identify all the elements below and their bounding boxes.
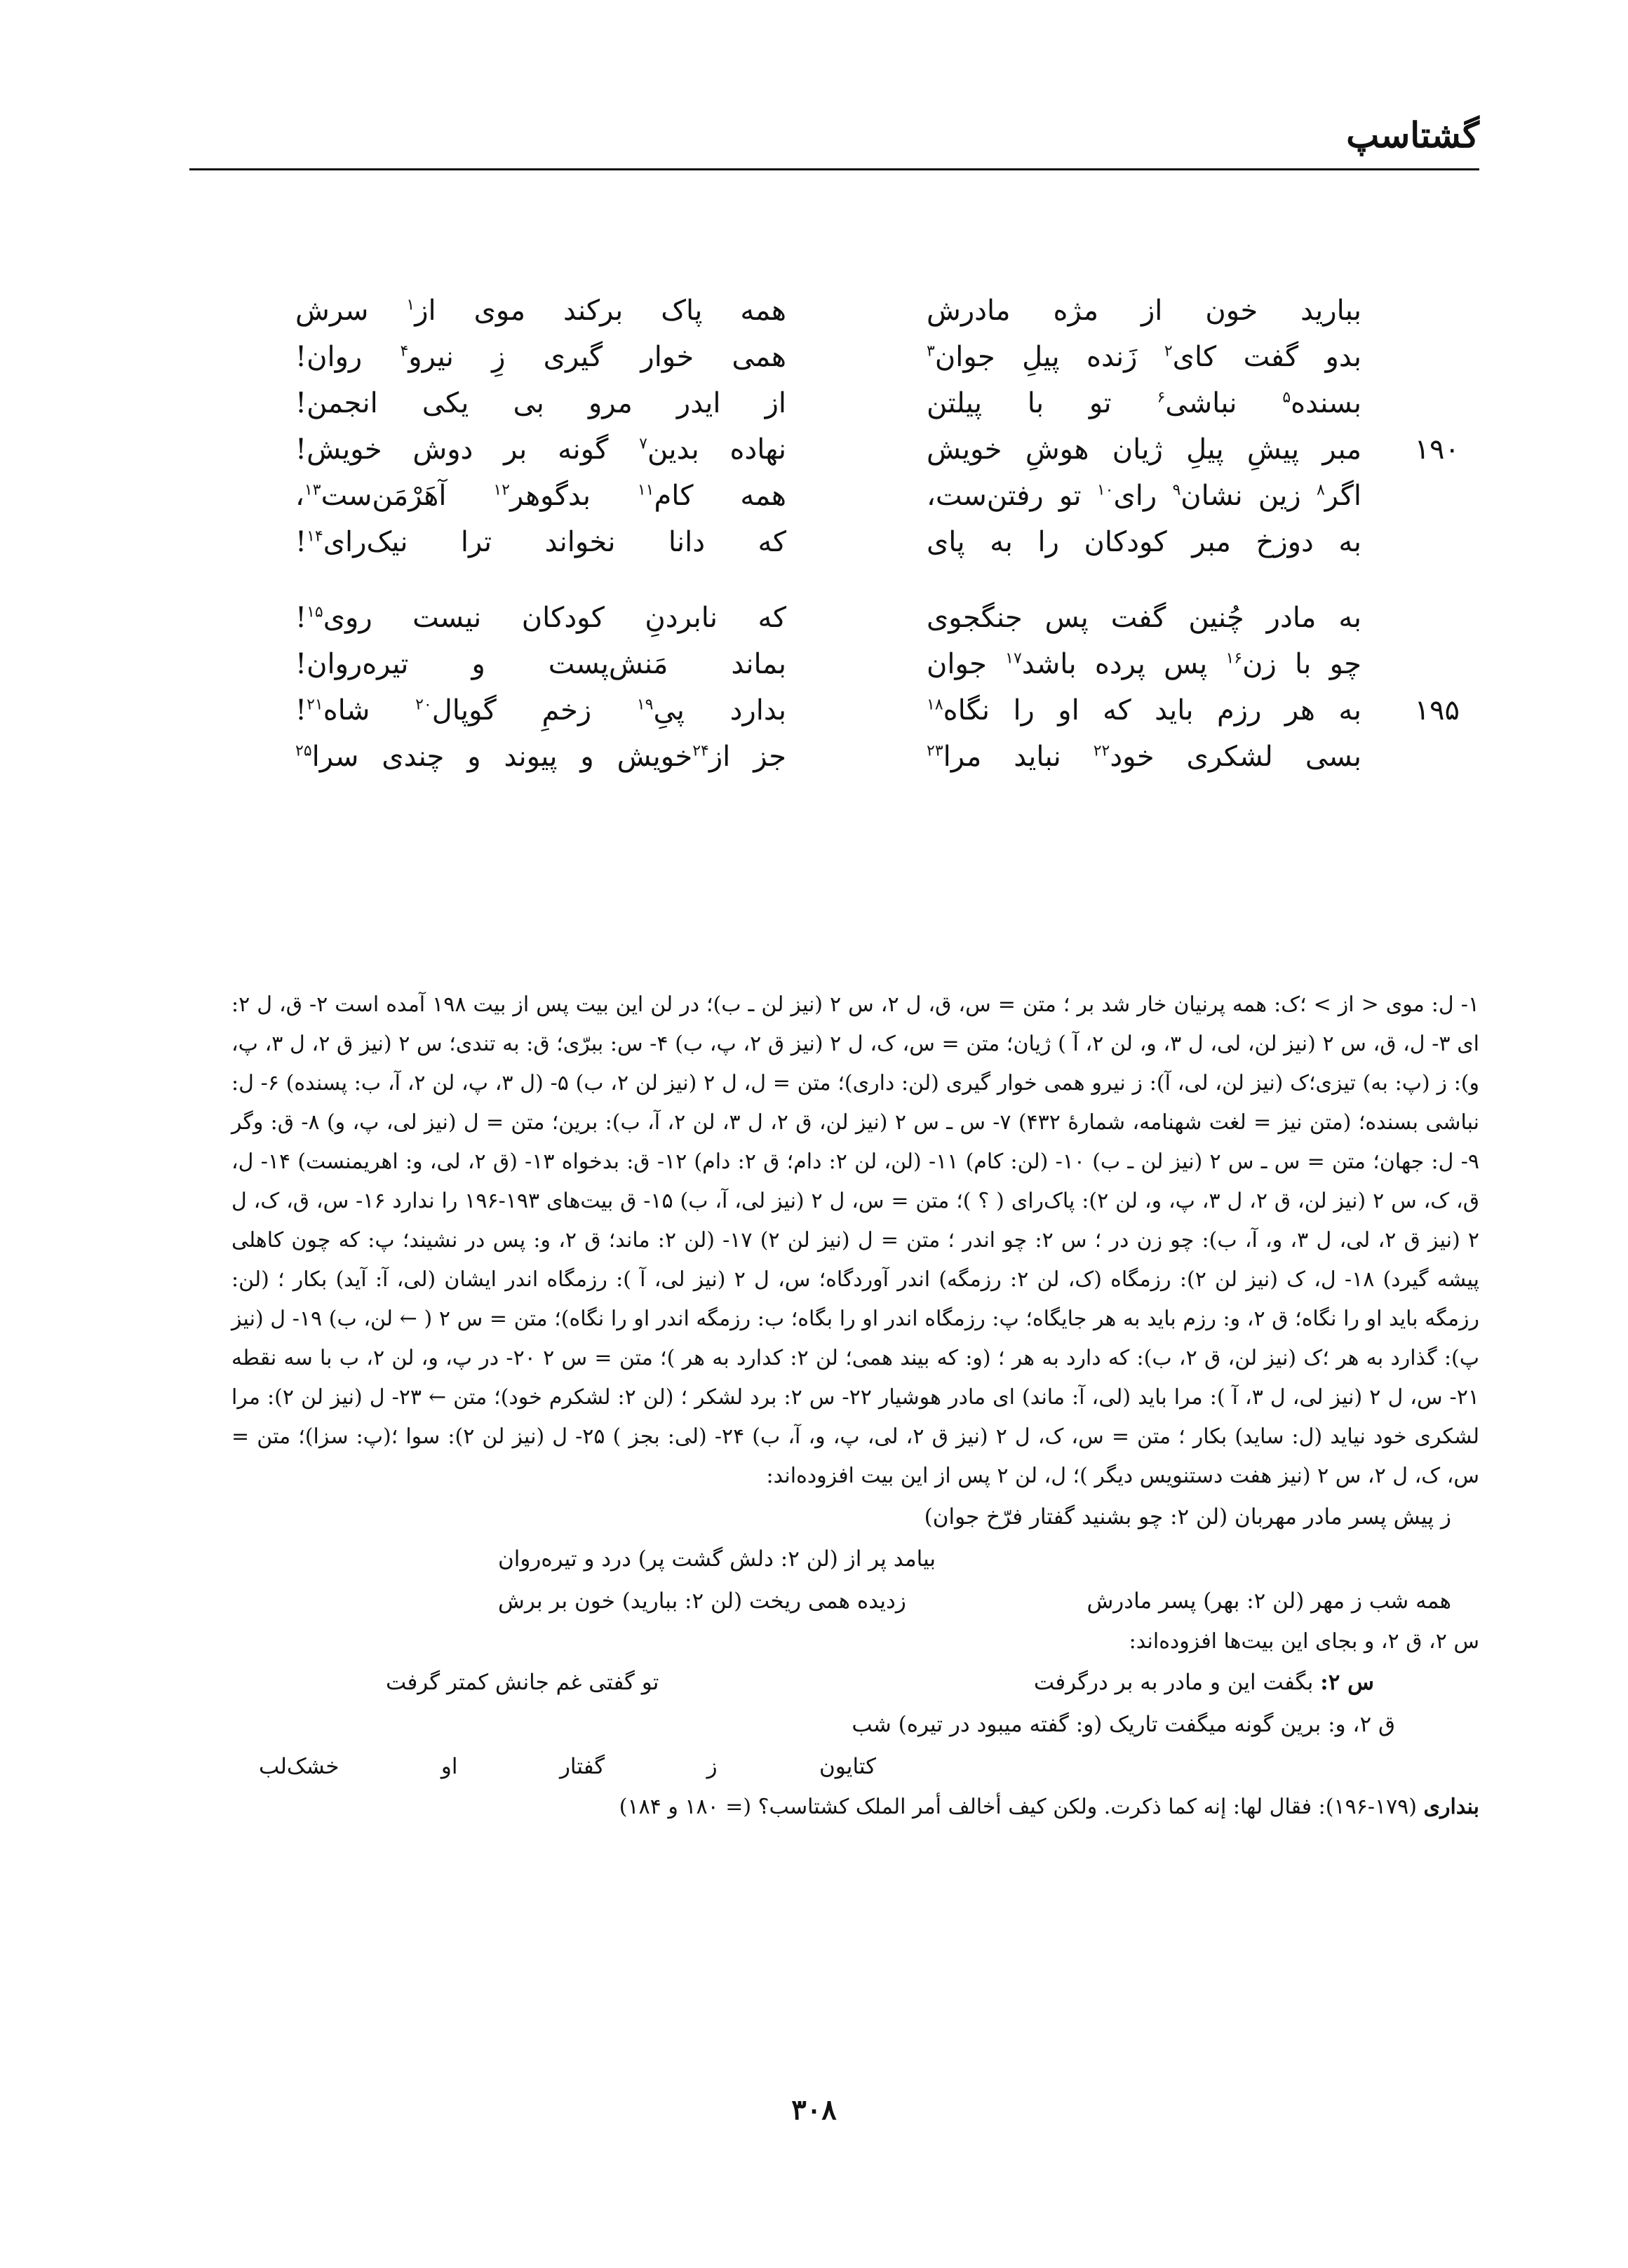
first-hemistich: به هر رزم باید که او را نگاه$^{۱۸}$ [927,694,1361,727]
hemistich: زدیده همی ریخت (لن ۲: ببارید) خون بر برش [498,1588,906,1614]
hemistich: همه شب ز مهر (لن ۲: بهر) پسر مادرش [1087,1588,1451,1614]
first-hemistich: چو با زن$^{۱۶}$ پس پرده باشد$^{۱۷}$ جوان [927,648,1362,680]
footnote-ref[interactable]: ۱۲ [493,481,510,499]
first-hemistich: به دوزخ مبر کودکان را به پای [927,526,1361,558]
footnote-ref[interactable]: ۱۳ [304,481,321,499]
variant-intro: س ۲، ق ۲، و بجای این بیت‌ها افزوده‌اند: [1129,1629,1479,1654]
footnote-ref[interactable]: ۸ [1316,481,1325,499]
footnote-ref[interactable]: ۱۴ [307,527,323,546]
second-hemistich: بماند مَنش‌پست و تیره‌روان! [295,648,786,680]
verse-number: ۱۹۵ [1414,694,1460,727]
verse-line [267,334,1460,380]
added-verse-line: ق ۲، و: برین گونه میگفت تاریک (و: گفته میبود در تیره) شب [852,1712,1395,1737]
footnote-ref[interactable]: ۲۴ [692,742,709,760]
footnote-ref[interactable]: ۱۰ [1096,481,1114,499]
footnote-ref[interactable]: ۱۶ [1225,649,1243,668]
footnote-ref[interactable]: ۵ [1282,389,1291,407]
verse-line [267,288,1460,334]
verse-number: ۱۹۰ [1414,433,1460,466]
critical-apparatus [231,985,1479,1827]
page-number: ۳۰۸ [791,2093,837,2126]
stanza [267,288,1460,565]
first-hemistich: بدو گفت کای$^۲$ زَنده پیلِ جوان$^۳$ [927,341,1362,373]
footnote-ref[interactable]: ۲۱ [307,696,323,714]
verse-line [267,687,1460,734]
header-rule [189,168,1479,170]
verse-line [267,734,1460,780]
poem-verses [267,288,1460,809]
footnote-ref[interactable]: ۲۵ [295,742,312,760]
second-hemistich: بدارد پیِ$^{۱۹}$ زخمِ گوپال$^{۲۰}$ شاه$^{۲۱}$! [295,694,786,727]
added-verse-line: بیامد پر از (لن ۲: دلش گشت پر) درد و تیره‌روان [498,1546,936,1572]
verse-line [267,519,1460,565]
first-hemistich: اگر$^۸$ زین نشان$^۹$ رای$^{۱۰}$ تو رفتن‌ست، [927,480,1361,512]
first-hemistich: به مادر چُنین گفت پس جنگجوی [927,602,1361,634]
hemistich: س ۲: بگفت این و مادر به بر درگرفت [1033,1670,1374,1695]
footnote-ref[interactable]: ۱۸ [927,696,943,714]
footnote-ref[interactable]: ۳ [927,342,935,360]
second-hemistich: جز از$^{۲۴}$خویش و پیوند و چندی سرا$^{۲۵}$ [295,741,786,773]
footnote-ref[interactable]: ۴ [400,342,409,360]
footnote-ref[interactable]: ۶ [1157,389,1166,407]
footnote-ref[interactable]: ۲۰ [415,696,432,714]
added-verse-line: ز پیش پسر مادر مهربان (لن ۲: چو بشنید گفتار فرّخ جوان) [924,1504,1451,1530]
stanza [267,595,1460,780]
verse-line [267,473,1460,519]
added-verse-line: کتایون ز گفتار او خشک‌لب [259,1754,876,1779]
footnote-ref[interactable]: ۱۵ [307,603,323,621]
verse-line [267,380,1460,426]
second-hemistich: از ایدر مرو بی یکی انجمن! [295,387,786,419]
footnote-ref[interactable]: ۱ [406,296,415,314]
footnote-ref[interactable]: ۲۳ [927,742,943,760]
added-verse-couplet [231,1580,1479,1622]
first-hemistich: بسنده$^۵$ نباشی$^۶$ تو با پیلتن [927,387,1361,419]
running-title: گشتاسپ [1346,114,1479,156]
second-hemistich: همه پاک برکند موی از$^۱$ سرش [295,295,786,327]
second-hemistich: نهاده بدین$^۷$ گونه بر دوش خویش! [295,433,786,466]
footnote-ref[interactable]: ۱۹ [636,696,654,714]
first-hemistich: بسی لشکری خود$^{۲۲}$ نباید مرا$^{۲۳}$ [927,741,1361,773]
verse-line [267,426,1460,473]
footnote-ref[interactable]: ۱۱ [637,481,654,499]
footnote-ref[interactable]: ۱۷ [1005,649,1022,668]
footnote-ref[interactable]: ۲ [1164,342,1173,360]
verse-line [267,641,1460,687]
verse-line [267,595,1460,641]
hemistich: تو گفتی غم جانش کمتر گرفت [386,1670,659,1695]
variant-notes: ۱- ل: موی < از > ؛ک: همه پرنیان خار شد بر ؛ متن = س، ق، ل ۲، س ۲ (نیز لن ـ ب)؛ در لن این بیت پس از بیت ۱۹۸ آمده است ۲- ق، ل ۲: ای ۳- ل، ق، س ۲ (نیز لن، لی، ل ۳، و، لن ۲، آ ) ژیان؛ متن = س، ک، ل ۲ (نیز ق ۲، پ، ب) ۴- س: ببرّی؛ ق: به تندی؛ س ۲ (نیز ق ۲، ل ۳، پ، و): ز (پ: به) تیزی؛ک (نیز لن، لی، آ): ز نیرو همی خوار گیری (لن: داری)؛ متن = ل، ل ۲ (نیز لن ۲، ب) ۵- (ل ۳، پ، لن ۲، آ، ب: پسنده) ۶- ل: نباشی بسنده؛ (متن نیز = لغت شهنامه، شمارهٔ ۴۳۲) ۷- س ـ س ۲ (نیز لن، ق ۲، ل ۳، لن ۲، آ، ب): برین؛ متن = ل (نیز لی، پ، و) ۸- ق: وگر ۹- ل: جهان؛ متن = س ـ س ۲ (نیز لن ـ ب) ۱۰- (لن: کام) ۱۱- (لن، لن ۲: دام؛ ق ۲: دام) ۱۲- ق: بدخواه ۱۳- (ق ۲، لی، و: اهریمنست) ۱۴- ل، ق، ک، س ۲ (نیز لن، ق ۲، ل ۳، پ، و، لن ۲): پاک‌رای ( ؟ )؛ متن = س، ل ۲ (نیز لی، آ، ب) ۱۵- ق بیت‌های ۱۹۳-۱۹۶ را ندارد ۱۶- س، ق، ک، ل ۲ (نیز ق ۲، لی، ل ۳، و، آ، ب): چو زن در ؛ س ۲: چو اندر ؛ متن = ل (نیز لن ۲) ۱۷- (لن ۲: ماند؛ ق ۲، و: پس در نشیند؛ پ: که چون کاهلی پیشه گیرد) ۱۸- ل، ک (نیز لن ۲): رزمگاه (ک، لن ۲: رزمگه) اندر آوردگاه؛ س، ل ۲ (نیز لی، آ ): رزمگاه اندر ایشان (لی، آ: آید) بکار ؛ (لن: رزمگه باید او را نگاه؛ ق ۲، و: رزم باید به هر جایگاه؛ پ: رزمگاه اندر او را بگاه؛ ب: رزمگه اندر او را نگاه)؛ متن = س ۲ ( ← لن، ب) ۱۹- ل (نیز پ): گذارد به هر ؛ک (نیز لن، ق ۲، ب): که دارد به هر ؛ (و: که بیند همی؛ لن ۲: کدارد به هر )؛ متن = س ۲ ۲۰- در پ، و، لن ۲، ب با سه نقطه ۲۱- س، ل ۲ (نیز لی، ل ۳، آ ): مرا باید (لی، آ: ماند) ای مادر هوشیار ۲۲- س ۲: برد لشکر ؛ (لن ۲: لشکرم خود)؛ متن ← ۲۳- ل (نیز لن ۲): مرا لشکری خود نیاید (ل: ساید) بکار ؛ متن = س، ک، ل ۲ (نیز ق ۲، لی، پ، و، آ، ب) ۲۴- (لی: بجز ) ۲۵- ل (نیز لن ۲): سوا ؛(پ: سزا)؛ متن = س، ک، ل ۲، س ۲ (نیز هفت دستنویس دیگر )؛ ل، لن ۲ پس از این بیت افزوده‌اند: [231,992,1480,1488]
first-hemistich: مبر پیشِ پیلِ ژیان هوشِ خویش [927,433,1361,466]
footnote-ref[interactable]: ۹ [1172,481,1181,499]
footnote-ref[interactable]: ۷ [639,435,647,453]
second-hemistich: که دانا نخواند ترا نیک‌رای$^{۱۴}$! [295,526,786,558]
second-hemistich: همه کام$^{۱۱}$ بدگوهر$^{۱۲}$ آهَرْمَن‌ست$^{۱۳}$، [295,480,787,512]
second-hemistich: همی خوار گیری زِ نیرو$^۴$ روان! [295,341,786,373]
bondari-note: بنداری (۱۷۹-۱۹۶): فقال لها: إنه کما ذکرت. ولکن کیف أخالف أمر الملک کشتاسب؟ (= ۱۸۰ و ۱۸۴) [619,1795,1479,1819]
second-hemistich: که نابردنِ کودکان نیست روی$^{۱۵}$! [295,602,786,634]
footnote-ref[interactable]: ۲۲ [1093,742,1110,760]
first-hemistich: ببارید خون از مژه مادرش [927,295,1361,327]
added-verse-couplet [231,1661,1479,1703]
